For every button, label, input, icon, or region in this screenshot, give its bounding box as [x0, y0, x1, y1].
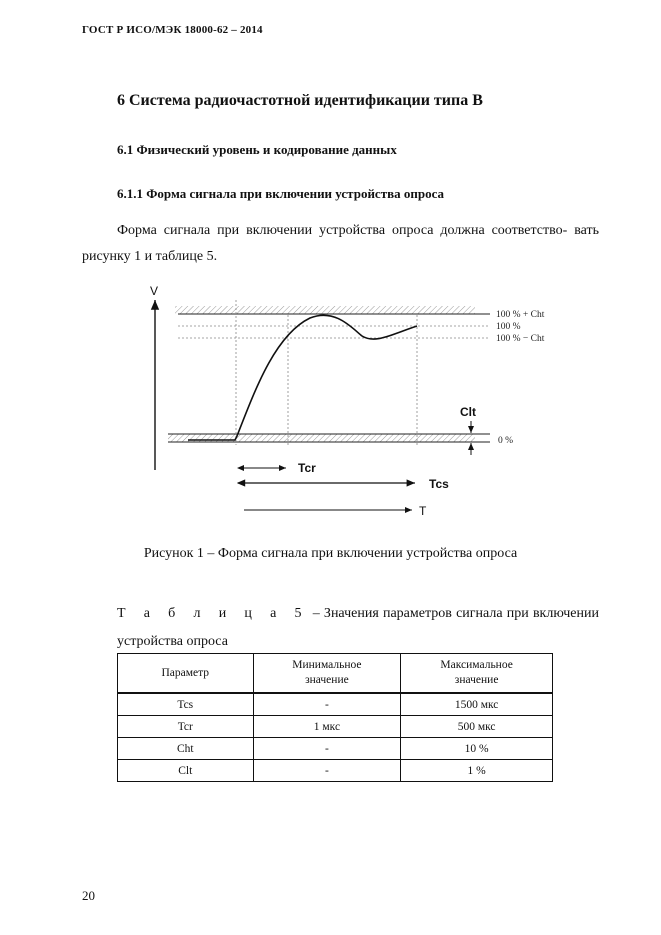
body-paragraph: Форма сигнала при включении устройства опроса должна соответство- вать рисунку 1 и таблице 5.: [82, 223, 599, 264]
label-level-zero: 0 %: [498, 436, 514, 446]
figure-caption: Рисунок 1 – Форма сигнала при включении устройства опроса: [143, 546, 518, 561]
header-max-text: Максимальное значение: [440, 659, 513, 686]
label-tcs: Tcs: [429, 477, 449, 491]
table-row: [118, 760, 553, 782]
cell-min: -: [253, 760, 401, 782]
table-caption-text: – Значения параметров сигнала при включении устройства опроса: [117, 606, 599, 649]
cell-param: Tcr: [118, 716, 254, 738]
label-tcr: Tcr: [298, 461, 316, 475]
table-row: [118, 738, 553, 760]
waveform-figure: [140, 280, 545, 520]
cell-max: 1 %: [401, 760, 553, 782]
cell-min: -: [253, 738, 401, 760]
header-min-text: Минимальное значение: [292, 659, 362, 686]
table-row: [118, 716, 553, 738]
label-level-minus: 100 % − Cht: [496, 334, 545, 344]
label-level-plus: 100 % + Cht: [496, 310, 545, 320]
header-parameter: Параметр: [118, 654, 254, 694]
label-level-100: 100 %: [496, 322, 521, 332]
cell-min: 1 мкс: [253, 716, 401, 738]
header-max: [401, 654, 553, 694]
cell-max: 1500 мкс: [401, 693, 553, 716]
signal-waveform: [188, 315, 417, 440]
table-caption-label: Т а б л и ц а 5: [117, 606, 309, 621]
subsection-title: 6.1 Физический уровень и кодирование данных: [117, 142, 397, 157]
cell-param: Tcs: [118, 693, 254, 716]
document-header: ГОСТ Р ИСО/МЭК 18000-62 – 2014: [82, 24, 263, 36]
table-caption: [117, 600, 599, 656]
cell-param: Clt: [118, 760, 254, 782]
parameters-table: [117, 653, 553, 782]
table-header-row: [118, 654, 553, 694]
label-clt: Clt: [460, 405, 476, 419]
x-axis-label: T: [419, 504, 427, 518]
subsubsection-title: 6.1.1 Форма сигнала при включении устройства опроса: [117, 186, 445, 201]
upper-tolerance-band: [175, 306, 475, 314]
header-min: [253, 654, 401, 694]
cell-max: 500 мкс: [401, 716, 553, 738]
cell-max: 10 %: [401, 738, 553, 760]
table-row: [118, 693, 553, 716]
cell-min: -: [253, 693, 401, 716]
y-axis-label: V: [150, 284, 159, 298]
section-title: 6 Система радиочастотной идентификации типа B: [117, 92, 483, 109]
cell-param: Cht: [118, 738, 254, 760]
page-number: 20: [82, 888, 95, 903]
